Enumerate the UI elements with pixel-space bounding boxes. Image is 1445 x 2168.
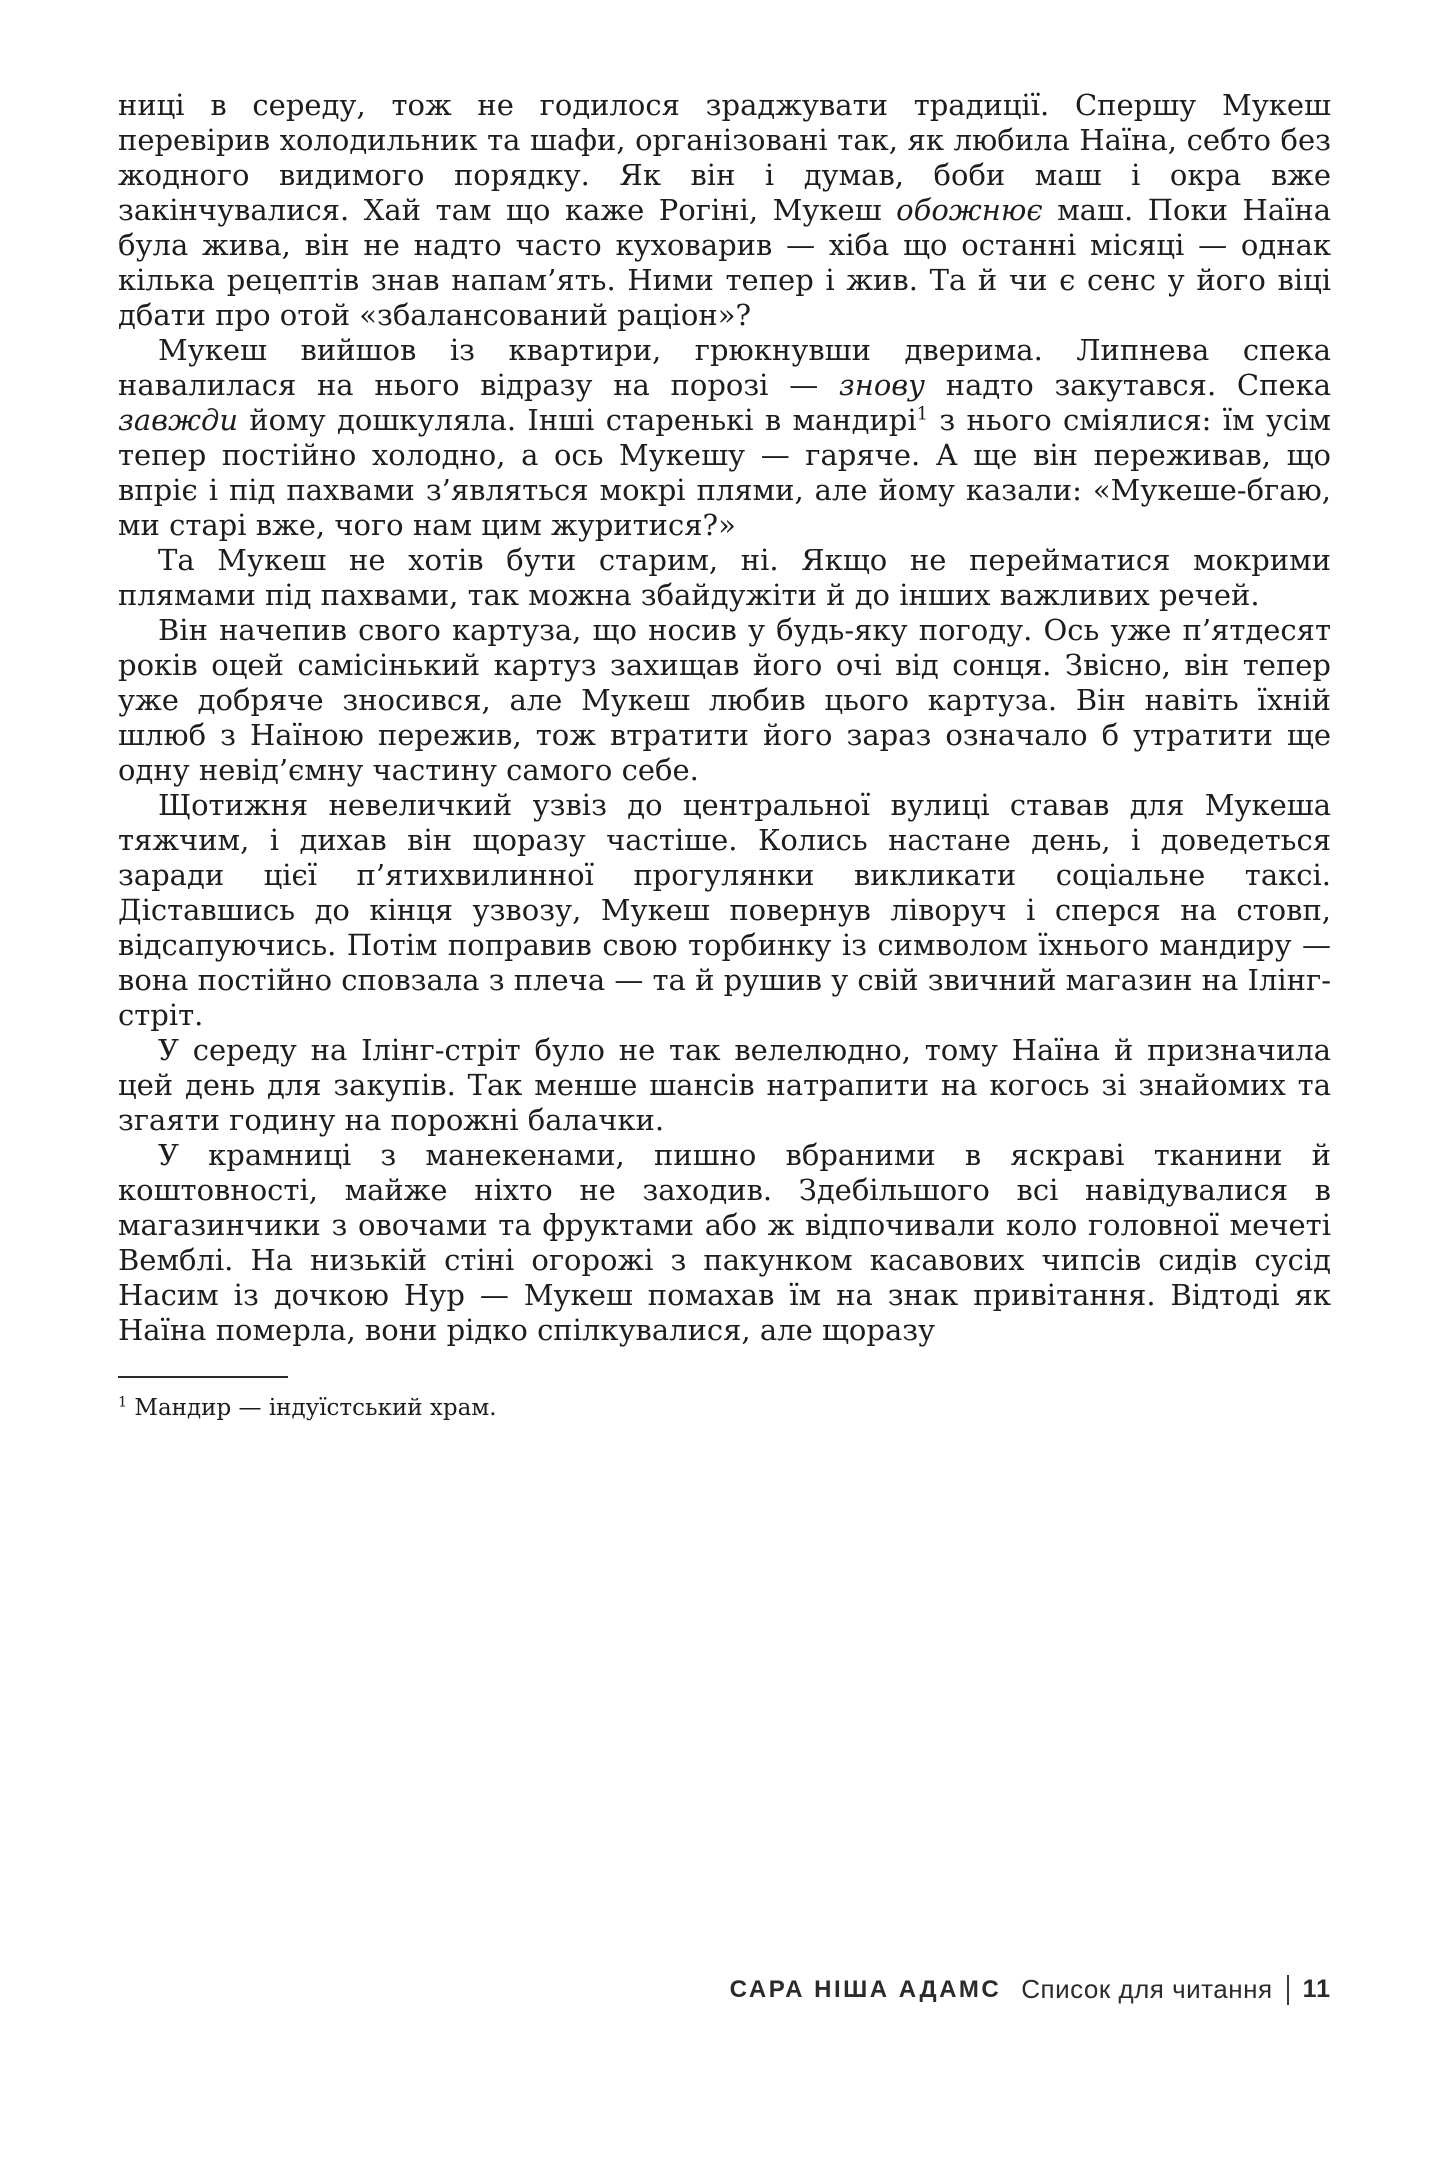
footer-author: САРА НІША АДАМС (729, 1975, 1002, 2003)
footnote (118, 1394, 1331, 1423)
paragraph (118, 1138, 1331, 1348)
text-run: йому дошкуляла. Інші старенькі в мандирі (238, 403, 917, 437)
text-run: з нього сміялися: їм усім тепер постійно холодно, а ось Мукешу — гаряче. А ще він переживав, що впріє і під пахвами з’являться мокрі плями, але йому казали: «Мукеше-бгаю, ми старі вже, чого нам цим журитися?» (118, 403, 1331, 542)
text-run: Він начепив свого картуза, що носив у будь-яку погоду. Ось уже п’ятдесят років оцей самісінький картуз захищав його очі від сонця. Звісно, він тепер уже добряче зносився, але Мукеш любив цього картуза. Він навіть їхній шлюб з Наїною пережив, тож втратити його зараз означало б утратити ще одну невід’ємну частину самого себе. (118, 613, 1331, 787)
paragraph (118, 543, 1331, 613)
paragraph (118, 613, 1331, 788)
paragraph (118, 1033, 1331, 1138)
text-run: завжди (118, 403, 239, 437)
paragraph (118, 88, 1331, 333)
text-run: обожнює (896, 193, 1043, 227)
text-run: знову (838, 368, 926, 402)
footnote-text: Мандир — індуїстський храм. (134, 1395, 497, 1421)
text-run: У крамниці з манекенами, пишно вбраними в яскраві тканини й коштовності, майже ніхто не заходив. Здебільшого всі навідувалися в магазинчики з овочами та фруктами або ж відпочивали коло головної мечеті Вемблі. На низькій стіні огорожі з пакунком касавових чипсів сидів сусід Насим із дочкою Нур — Мукеш помахав їм на знак привітання. Відтоді як Наїна померла, вони рідко спілкувалися, але щоразу (118, 1138, 1331, 1347)
paragraph (118, 333, 1331, 543)
footer-divider (1287, 1975, 1289, 2005)
footer-book-title: Список для читання (1021, 1974, 1273, 2004)
body-text (118, 88, 1331, 1348)
footnote-divider (118, 1376, 288, 1378)
footnote-reference: 1 (916, 403, 929, 425)
text-run: Та Мукеш не хотів бути старим, ні. Якщо не перейматися мокрими плямами під пахвами, так можна збайдужіти й до інших важливих речей. (118, 543, 1331, 612)
text-run: Щотижня невеличкий узвіз до центральної вулиці ставав для Мукеша тяжчим, і дихав він щоразу частіше. Колись настане день, і доведеться заради цієї п’ятихвилинної прогулянки викликати соціальне таксі. Діставшись до кінця узвозу, Мукеш повернув ліворуч і сперся на стовп, відсапуючись. Потім поправив свою торбинку із символом їхнього мандиру — вона постійно сповзала з плеча — та й рушив у свій звичний магазин на Ілінг-стріт. (118, 788, 1331, 1032)
page-footer (730, 1974, 1331, 2005)
text-run: надто закутався. Спека (925, 368, 1331, 402)
page-number: 11 (1302, 1975, 1331, 2003)
footnote-area (118, 1376, 1331, 1423)
footnote-marker: 1 (118, 1394, 128, 1411)
text-run: Мукеш вийшов із квартири, грюкнувши дверима. Липнева спека навалилася на нього відразу на порозі — (118, 333, 1331, 402)
text-run: маш. Поки Наїна була жива, він не надто часто куховарив — хіба що останні місяці — однак кілька рецептів знав напам’ять. Ними тепер і жив. Та й чи є сенс у його віці дбати про отой «збалансований раціон»? (118, 193, 1332, 332)
paragraph (118, 788, 1331, 1033)
text-run: ниці в середу, тож не годилося зраджувати традиції. Спершу Мукеш перевірив холодильник та шафи, організовані так, як любила Наїна, себто без жодного видимого порядку. Як він і думав, боби маш і окра вже закінчувалися. Хай там що каже Рогіні, Мукеш (118, 88, 1331, 227)
text-run: У середу на Ілінг-стріт було не так велелюдно, тому Наїна й призначила цей день для закупів. Так менше шансів натрапити на когось зі знайомих та згаяти годину на порожні балачки. (118, 1033, 1331, 1137)
